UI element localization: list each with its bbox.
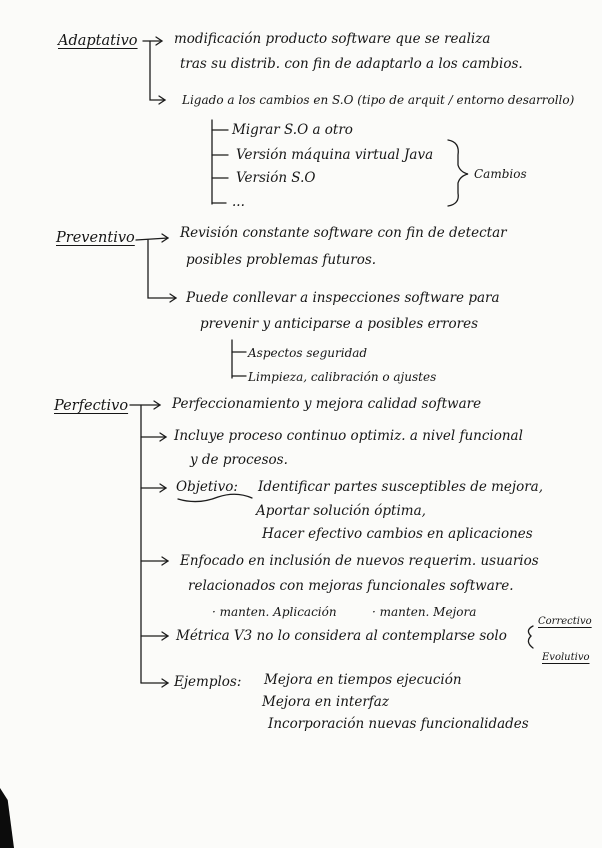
enfocado-option-1: · manten. Aplicación [212, 605, 337, 619]
arrow-head [170, 294, 176, 302]
ejemplos-line-3: Incorporación nuevas funcionalidades [268, 716, 529, 732]
perfectivo-line-2: Incluye proceso continuo optimiz. a nivel funcional [174, 428, 523, 444]
objetivo-underline [178, 494, 252, 501]
adaptativo-line-3: Ligado a los cambios en S.O (tipo de arquit / entorno desarrollo) [182, 93, 575, 107]
preventivo-subitem-1: Aspectos seguridad [248, 346, 368, 360]
curly-brace [448, 140, 468, 206]
metrica-option-evolutivo: Evolutivo [542, 652, 590, 663]
ejemplos-line-1: Mejora en tiempos ejecución [264, 672, 462, 688]
enfocado-line-1: Enfocado en inclusión de nuevos requerim. usuarios [180, 553, 539, 569]
preventivo-line-1: Revisión constante software con fin de detectar [180, 225, 507, 241]
arrow-head [156, 37, 162, 45]
sub-branch-ticks [232, 352, 246, 376]
metrica-line: Métrica V3 no lo considera al contemplarse solo [176, 628, 507, 644]
section-title-perfectivo: Perfectivo [54, 398, 129, 414]
enfocado-line-2: relacionados con mejoras funcionales software. [188, 578, 514, 594]
branch-line [148, 240, 176, 298]
adaptativo-subitem-3: Versión S.O [236, 170, 316, 186]
adaptativo-line-2: tras su distrib. con fin de adaptarlo a los cambios. [180, 56, 523, 72]
branch-line [150, 41, 165, 100]
section-title-preventivo: Preventivo [56, 230, 135, 246]
option-brace [528, 626, 533, 648]
preventivo-subitem-2: Limpieza, calibración o ajustes [248, 370, 437, 384]
objetivo-line-3: Hacer efectivo cambios en aplicaciones [262, 526, 533, 542]
objetivo-label: Objetivo: [176, 479, 238, 495]
adaptativo-subitem-4: ... [232, 194, 245, 210]
adaptativo-subitem-1: Migrar S.O a otro [232, 122, 353, 138]
ejemplos-line-2: Mejora en interfaz [262, 694, 389, 710]
adaptativo-subitem-2: Versión máquina virtual Java [236, 147, 434, 163]
arrow-head [162, 234, 168, 242]
brace-label-cambios: Cambios [474, 167, 527, 181]
arrow-head [159, 96, 165, 104]
objetivo-line-2: Aportar solución óptima, [256, 503, 426, 519]
preventivo-line-4: prevenir y anticiparse a posibles errores [200, 316, 479, 332]
arrow-heads [160, 433, 168, 687]
arrow-connector [136, 238, 168, 240]
section-title-adaptativo: Adaptativo [58, 33, 138, 49]
metrica-option-correctivo: Correctivo [538, 616, 592, 627]
ejemplos-label: Ejemplos: [174, 674, 242, 690]
branch-ticks [141, 437, 168, 683]
adaptativo-line-1: modificación producto software que se realiza [174, 31, 491, 47]
objetivo-line-1: Identificar partes susceptibles de mejora, [258, 479, 544, 495]
preventivo-line-3: Puede conllevar a inspecciones software para [186, 290, 500, 306]
perfectivo-line-1: Perfeccionamiento y mejora calidad software [172, 396, 482, 412]
sub-branch-ticks [212, 130, 228, 203]
arrow-head [154, 401, 160, 409]
enfocado-option-2: · manten. Mejora [372, 605, 477, 619]
perfectivo-line-3: y de procesos. [190, 452, 288, 468]
scan-shadow-edge [0, 788, 14, 848]
preventivo-line-2: posibles problemas futuros. [186, 252, 377, 268]
